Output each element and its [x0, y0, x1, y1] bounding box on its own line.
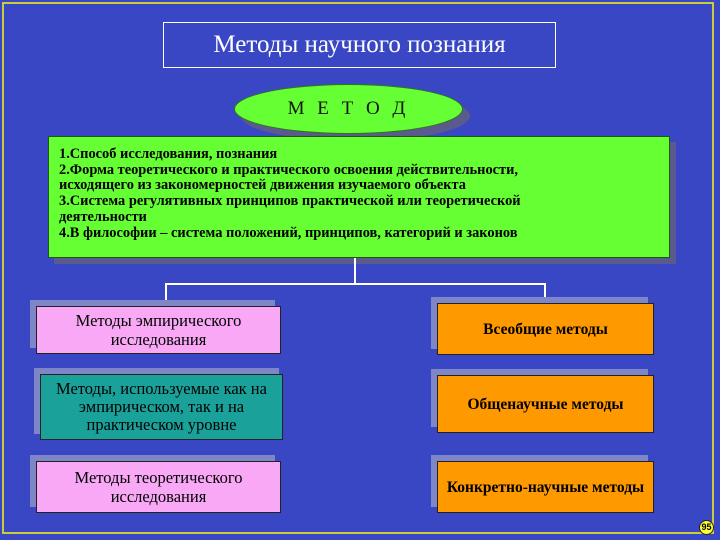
mixed-level-methods-box: Методы, используемые как на эмпирическом, так и на практическом уровне [40, 374, 283, 440]
definition-line: деятельности [59, 208, 147, 225]
connector-vertical-center [354, 258, 356, 284]
slide-title: Методы научного познания [163, 22, 556, 68]
definition-line: 2.Форма теоретического и практического освоения действительности, [59, 161, 518, 178]
method-ellipse: М Е Т О Д [234, 84, 463, 134]
universal-methods-box: Всеобщие методы [437, 303, 654, 355]
definition-line: 4.В философии – система положений, принципов, категорий и законов [59, 224, 518, 241]
definition-line: 3.Система регулятивных принципов практической или теоретической [59, 193, 521, 210]
general-scientific-methods-box: Общенаучные методы [437, 375, 654, 433]
specific-scientific-methods-box: Конкретно-научные методы [437, 461, 654, 513]
theoretical-methods-box: Методы теоретического исследования [36, 461, 281, 513]
empirical-methods-box: Методы эмпирического исследования [36, 306, 281, 354]
definition-line: исходящего из закономерностей движения изучаемого объекта [59, 177, 466, 194]
definition-line: 1.Способ исследования, познания [59, 146, 278, 162]
connector-horizontal [165, 283, 546, 285]
definitions-box [48, 136, 670, 258]
slide-number-badge: 95 [699, 520, 714, 535]
